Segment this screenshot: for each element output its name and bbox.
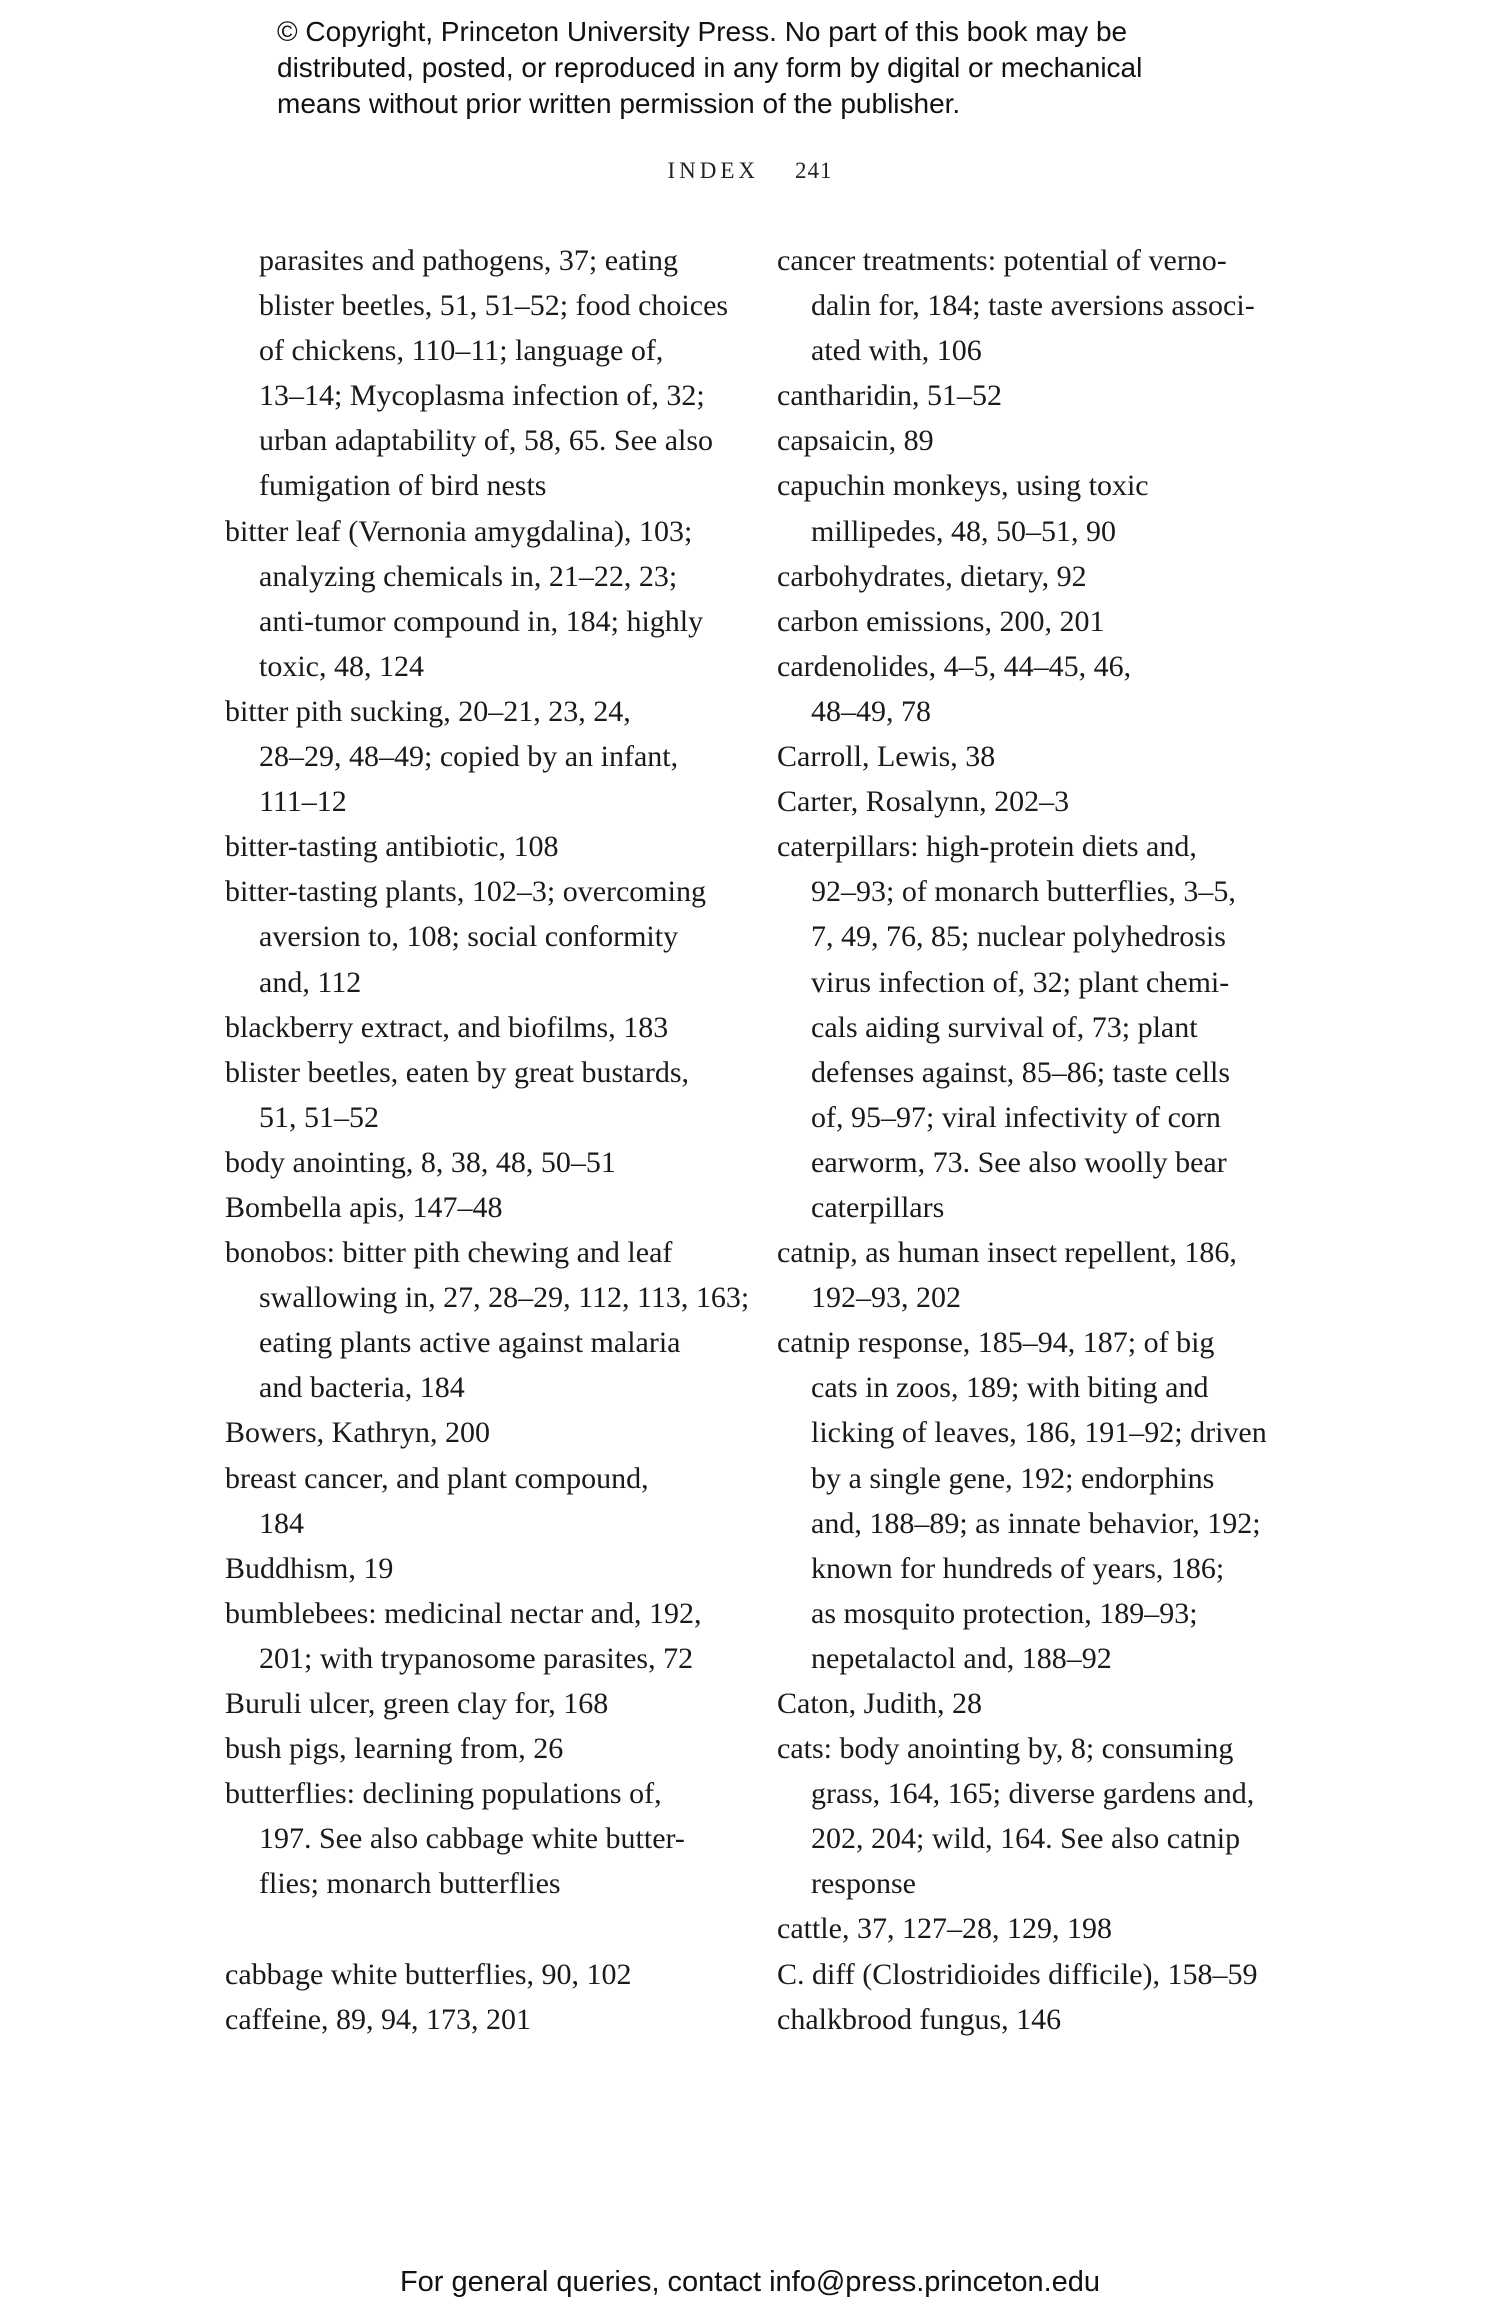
index-entry-line: Bowers, Kathryn, 200	[225, 1416, 490, 1450]
index-entry-line: caterpillars: high-protein diets and,	[777, 830, 1197, 864]
index-entry-line: cancer treatments: potential of verno-	[777, 244, 1227, 277]
letter-section-gap	[225, 1906, 725, 1951]
index-entry	[225, 1230, 750, 1410]
index-entry	[777, 779, 1297, 824]
index-entry-line: blister beetles, 51, 51–52; food choices	[259, 289, 729, 323]
index-entry-line: 184	[259, 1506, 304, 1540]
copyright-notice	[277, 14, 1277, 122]
index-entry	[225, 1456, 725, 1546]
index-entry-line: blister beetles, eaten by great bustards,	[225, 1055, 690, 1089]
index-entry-line: cantharidin, 51–52	[777, 379, 1002, 413]
index-entry-line: catnip, as human insect repellent, 186,	[777, 1236, 1237, 1270]
index-entry-line: and, 188–89; as innate behavior, 192;	[811, 1506, 1261, 1540]
index-entry-line: aversion to, 108; social conformity	[259, 920, 679, 954]
index-entry-line: anti-tumor compound in, 184; highly	[259, 604, 704, 638]
index-entry-line: bush pigs, learning from, 26	[225, 1732, 564, 1766]
index-entry-line: urban adaptability of, 58, 65. See also	[259, 424, 714, 458]
index-entry-line: cats in zoos, 189; with biting and	[811, 1371, 1209, 1405]
index-entry	[777, 1906, 1297, 1951]
index-entry-line: cabbage white butterflies, 90, 102	[225, 1957, 632, 1991]
index-entry	[225, 238, 729, 509]
index-entry-line: 7, 49, 76, 85; nuclear polyhedrosis	[811, 920, 1226, 954]
index-entry-line: millipedes, 48, 50–51, 90	[811, 514, 1116, 548]
index-entry-line: bonobos: bitter pith chewing and leaf	[225, 1236, 673, 1270]
index-entry-line: analyzing chemicals in, 21–22, 23;	[259, 559, 678, 593]
index-entry-line: known for hundreds of years, 186;	[811, 1551, 1225, 1585]
index-entry	[225, 869, 725, 1004]
index-entry-line: dalin for, 184; taste aversions associ-	[811, 289, 1255, 323]
index-entry	[777, 373, 1297, 418]
index-entry	[225, 824, 725, 869]
index-entry-line: by a single gene, 192; endorphins	[811, 1461, 1215, 1495]
index-entry-line: Buddhism, 19	[225, 1551, 394, 1585]
index-entry-line: 48–49, 78	[811, 694, 931, 728]
index-entry-line: Carter, Rosalynn, 202–3	[777, 785, 1070, 819]
index-entry	[225, 1591, 725, 1681]
index-entry-line: 201; with trypanosome parasites, 72	[259, 1641, 694, 1675]
index-entry-line: bitter leaf (Vernonia amygdalina), 103;	[225, 514, 693, 548]
index-entry-line: grass, 164, 165; diverse gardens and,	[811, 1777, 1255, 1811]
copyright-line: distributed, posted, or reproduced in any form by digital or mechanical	[277, 52, 1143, 83]
index-entry-line: 13–14; Mycoplasma infection of, 32;	[259, 379, 705, 413]
index-entry-line: bitter-tasting antibiotic, 108	[225, 830, 559, 864]
index-entry	[225, 1546, 725, 1591]
index-entry-line: 192–93, 202	[811, 1281, 961, 1315]
index-column-left	[225, 238, 750, 2042]
index-entry-line: earworm, 73. See also woolly bear	[811, 1145, 1227, 1179]
index-entry-line: caterpillars	[811, 1190, 945, 1224]
index-entry-line: 51, 51–52	[259, 1100, 379, 1134]
index-entry-line: parasites and pathogens, 37; eating	[259, 244, 679, 277]
index-entry	[225, 509, 725, 689]
index-entry-line: fumigation of bird nests	[259, 469, 547, 503]
index-entry	[225, 1726, 725, 1771]
index-entry-line: carbon emissions, 200, 201	[777, 604, 1105, 638]
index-entry	[225, 689, 725, 824]
index-entry	[777, 644, 1297, 734]
index-entry-line: and bacteria, 184	[259, 1371, 465, 1405]
index-entry-line: defenses against, 85–86; taste cells	[811, 1055, 1231, 1089]
index-entry	[777, 599, 1297, 644]
index-entry-line: virus infection of, 32; plant chemi-	[811, 965, 1230, 999]
index-entry-line: Caton, Judith, 28	[777, 1687, 983, 1720]
index-entry	[225, 1005, 725, 1050]
page-number: 241	[795, 158, 833, 183]
index-entry-line: 197. See also cabbage white butter-	[259, 1822, 685, 1856]
index-entry-line: swallowing in, 27, 28–29, 112, 113, 163;	[259, 1281, 750, 1315]
index-entry-line: toxic, 48, 124	[259, 649, 424, 683]
running-head	[0, 158, 1500, 184]
footer-contact: For general queries, contact info@press.princeton.edu	[399, 2266, 1101, 2298]
copyright-line: means without prior written permission of the publisher.	[277, 88, 961, 119]
index-entry	[777, 1997, 1297, 2042]
index-entry-line: flies; monarch butterflies	[259, 1867, 561, 1901]
index-entry-line: butterflies: declining populations of,	[225, 1777, 662, 1811]
index-entry-line: 92–93; of monarch butterflies, 3–5,	[811, 875, 1236, 909]
index-entry	[777, 463, 1297, 553]
index-entry-line: Bombella apis, 147–48	[225, 1190, 503, 1224]
index-entry-line: chalkbrood fungus, 146	[777, 2002, 1062, 2036]
index-entry-line: cardenolides, 4–5, 44–45, 46,	[777, 649, 1132, 683]
index-entry	[777, 1320, 1297, 1681]
index-entry	[225, 1997, 725, 2042]
index-entry	[777, 1952, 1297, 1997]
index-entry-line: C. diff (Clostridioides difficile), 158–59	[777, 1957, 1258, 1991]
index-entry-line: capsaicin, 89	[777, 424, 934, 458]
index-entry-line: catnip response, 185–94, 187; of big	[777, 1326, 1215, 1360]
index-entry-line: response	[811, 1867, 916, 1901]
index-entry	[225, 1410, 725, 1455]
index-entry-line: as mosquito protection, 189–93;	[811, 1596, 1198, 1630]
index-entry-line: 28–29, 48–49; copied by an infant,	[259, 740, 679, 774]
index-entry	[777, 238, 1297, 373]
index-entry-line: and, 112	[259, 965, 362, 999]
index-entry-line: of, 95–97; viral infectivity of corn	[811, 1100, 1221, 1134]
index-entry-line: eating plants active against malaria	[259, 1326, 681, 1360]
index-entry	[225, 1050, 725, 1140]
index-entry	[225, 1140, 725, 1185]
index-entry	[777, 418, 1297, 463]
index-entry-line: 202, 204; wild, 164. See also catnip	[811, 1822, 1241, 1856]
index-entry-line: carbohydrates, dietary, 92	[777, 559, 1087, 593]
index-entry-line: Carroll, Lewis, 38	[777, 740, 996, 774]
index-entry-line: caffeine, 89, 94, 173, 201	[225, 2002, 532, 2036]
index-entry-line: cals aiding survival of, 73; plant	[811, 1010, 1198, 1044]
index-entry	[225, 1681, 725, 1726]
index-entry	[225, 1952, 725, 1997]
index-entry-line: blackberry extract, and biofilms, 183	[225, 1010, 669, 1044]
index-entry-line: cattle, 37, 127–28, 129, 198	[777, 1912, 1112, 1946]
index-entry-line: bitter-tasting plants, 102–3; overcoming	[225, 875, 706, 909]
index-entry-line: breast cancer, and plant compound,	[225, 1461, 649, 1495]
index-entry-line: bumblebees: medicinal nectar and, 192,	[225, 1596, 702, 1630]
index-entry-line: licking of leaves, 186, 191–92; driven	[811, 1416, 1267, 1450]
index-entry-line: bitter pith sucking, 20–21, 23, 24,	[225, 694, 631, 728]
index-entry-line: nepetalactol and, 188–92	[811, 1641, 1112, 1675]
running-title: INDEX	[667, 158, 760, 183]
index-entry	[225, 1771, 725, 1906]
index-entry	[777, 824, 1297, 1230]
index-entry-line: body anointing, 8, 38, 48, 50–51	[225, 1145, 616, 1179]
index-entry	[777, 1230, 1297, 1320]
index-entry-line: 111–12	[259, 785, 347, 819]
index-entry	[777, 1726, 1297, 1906]
copyright-line: © Copyright, Princeton University Press. No part of this book may be	[277, 16, 1128, 47]
index-entry	[777, 1681, 1297, 1726]
index-entry	[777, 734, 1297, 779]
index-entry-line: of chickens, 110–11; language of,	[259, 334, 664, 368]
index-entry-line: ated with, 106	[811, 334, 982, 368]
index-entry-line: capuchin monkeys, using toxic	[777, 469, 1149, 503]
index-entry-line: cats: body anointing by, 8; consuming	[777, 1732, 1234, 1766]
index-column-right	[777, 238, 1297, 2042]
index-entry-line: Buruli ulcer, green clay for, 168	[225, 1687, 609, 1720]
index-entry	[777, 554, 1297, 599]
index-entry	[225, 1185, 725, 1230]
